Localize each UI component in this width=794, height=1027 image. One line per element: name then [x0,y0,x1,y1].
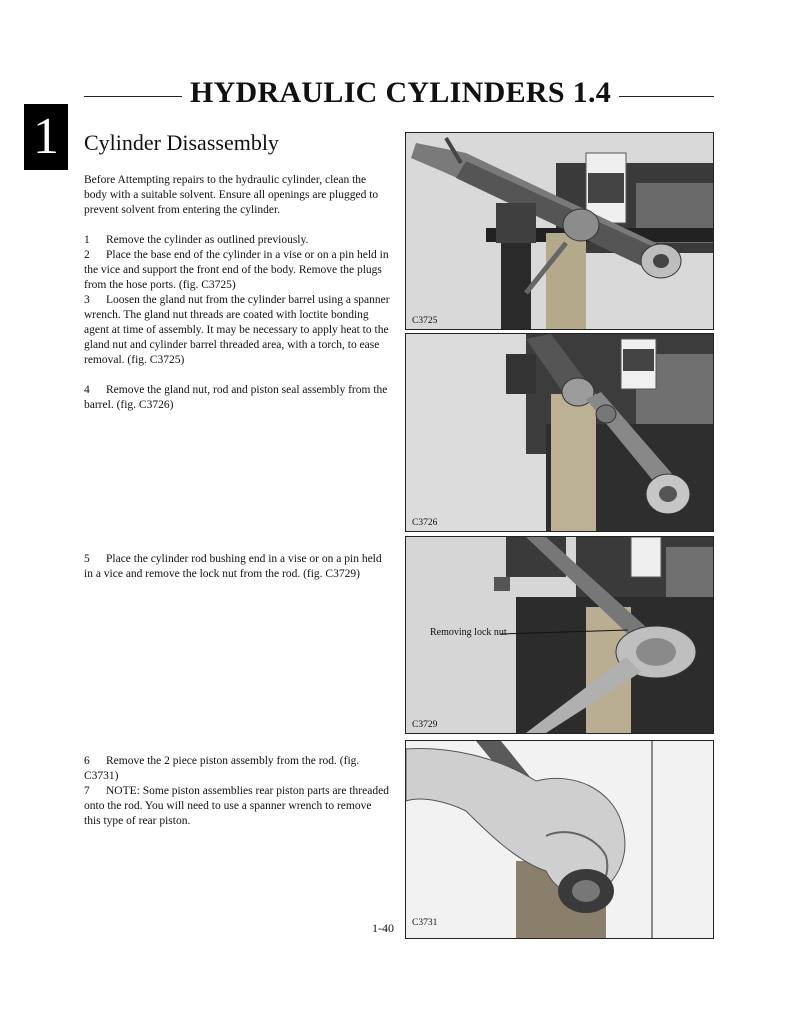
text-block-intro [84,173,390,413]
step-item: 5 Place the cylinder rod bushing end in a vise or on a pin held in a vice and remove the lock nut from the rod. (fig. C3729) [84,553,382,580]
photo-cylinder-in-vise [406,133,713,329]
figure-label: C3731 [412,918,438,928]
header-rule-left [84,96,182,97]
page-header [84,76,714,116]
section-heading: Cylinder Disassembly [84,130,279,155]
intro-paragraph: Before Attempting repairs to the hydraulic cylinder, clean the body with a suitable solvent. Ensure all openings are plugged to prevent solvent from entering the cylinder. [84,174,379,216]
header-rule-right [619,96,714,97]
photo-removing-piston [406,741,713,938]
figure-c3725 [405,132,714,330]
steps-6-7 [84,754,390,829]
step-item: 2 Place the base end of the cylinder in a vise or on a pin held in the vice and support the front end of the body. Remove the plugs from the hose ports. (fig. C3725) [84,249,389,291]
figure-c3726 [405,333,714,532]
text-block-step6-7 [84,754,390,829]
figure-label: C3729 [412,720,438,730]
figure-callout: Removing lock nut [430,627,507,638]
steps-1-3 [84,233,390,368]
page-number: 1-40 [372,921,394,935]
text-block-step5 [84,552,390,582]
step-item: 3 Loosen the gland nut from the cylinder barrel using a spanner wrench. The gland nut threads are coated with loctite bonding agent at time of assembly. It may be necessary to apply heat to the gland nut and cylinder barrel threaded area, with a torch, to ease removal. (fig. C3725) [84,294,390,366]
photo-rod-removed-from-barrel [406,334,713,531]
step-item: 1 Remove the cylinder as outlined previously. [84,234,309,246]
figure-label: C3725 [412,316,438,326]
step-item: 6 Remove the 2 piece piston assembly from the rod. (fig. C3731) [84,755,360,782]
page-title: HYDRAULIC CYLINDERS 1.4 [189,76,612,109]
figure-c3731 [405,740,714,939]
figure-c3729 [405,536,714,734]
step-item: 7 NOTE: Some piston assemblies rear piston parts are threaded onto the rod. You will need to use a spanner wrench to remove this type of rear piston. [84,785,389,827]
chapter-tab: 1 [24,104,68,170]
figure-label: C3726 [412,518,438,528]
step-item: 4 Remove the gland nut, rod and piston seal assembly from the barrel. (fig. C3726) [84,384,388,411]
